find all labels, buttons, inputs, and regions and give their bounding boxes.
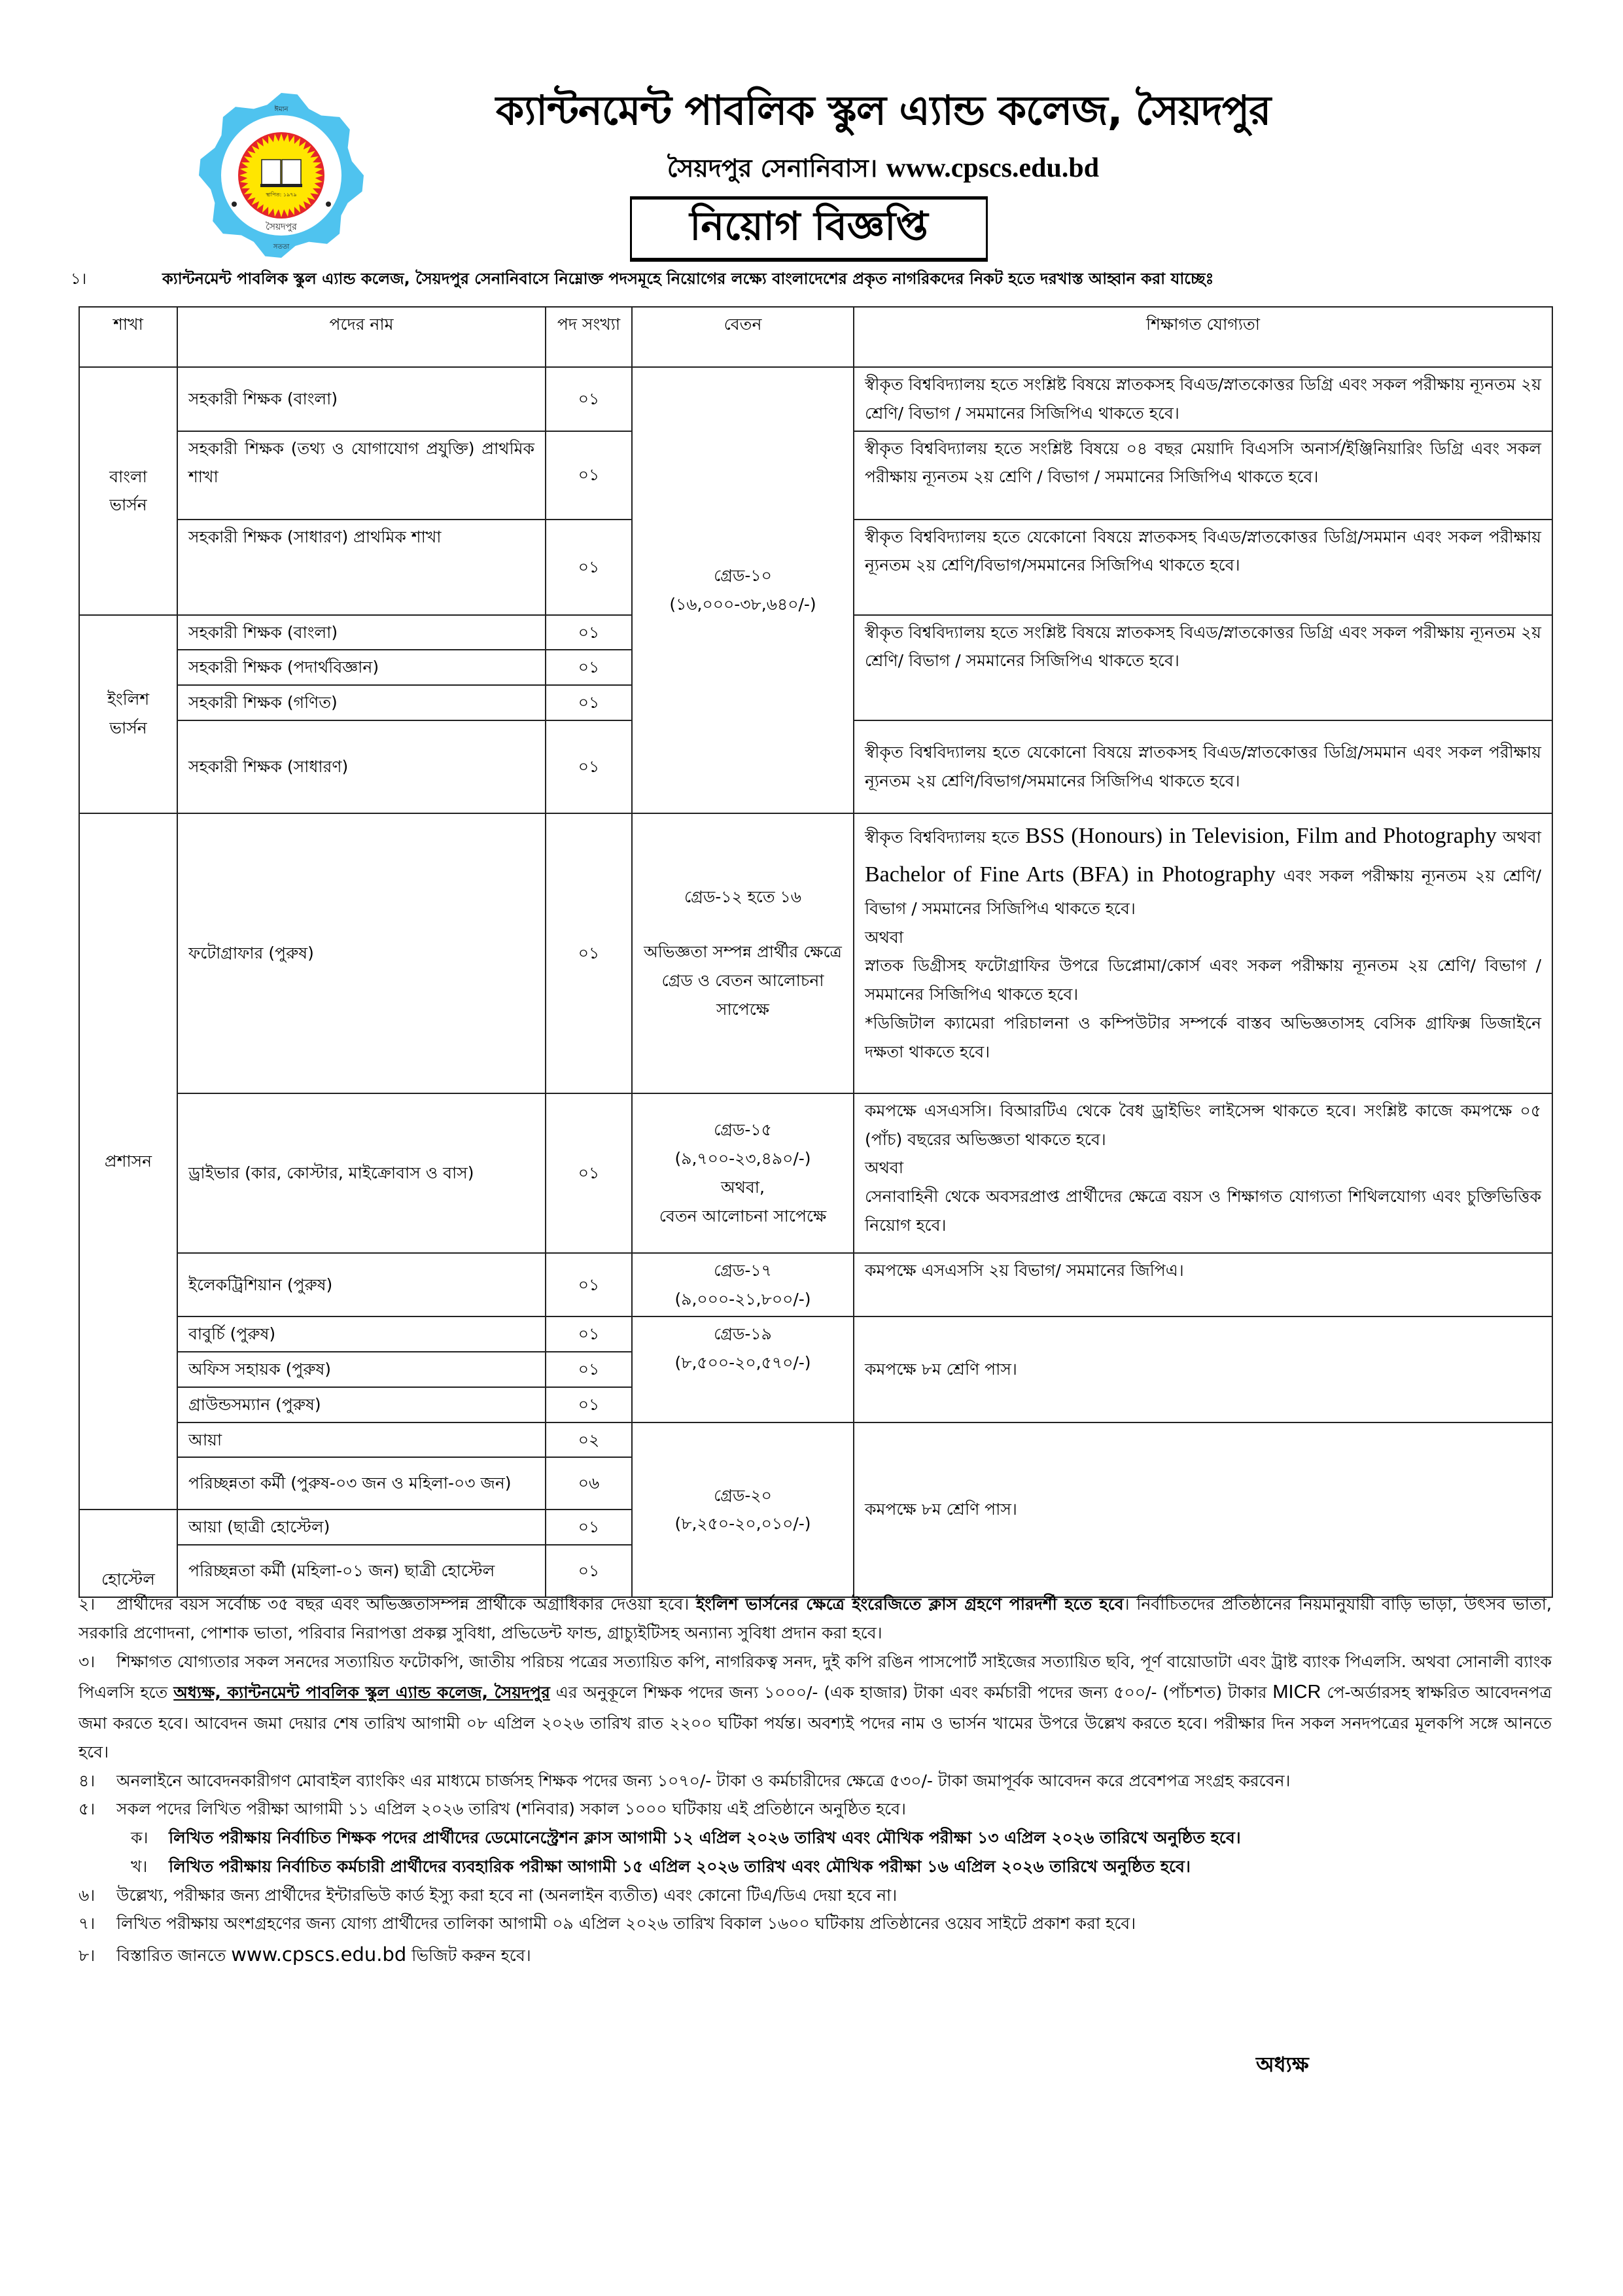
logo-city: সৈয়দপুর [266,222,297,232]
paragraph-5 [79,1795,1552,1824]
post-count: ০৬ [546,1457,632,1510]
para-text: এর অনুকূলে শিক্ষক পদের জন্য ১০০০/- (এক হাজার) টাকা এবং কর্মচারী পদের জন্য ৫০০/- (পাঁচশত) টাকার [555,1683,1267,1703]
para-subnumber: খ। [131,1856,148,1876]
logo-bottom-word: সততা [273,243,290,251]
paragraph-5-kha [79,1852,1552,1881]
post-count: ০১ [546,615,632,650]
post-name: ড্রাইভার (কার, কোস্টার, মাইক্রোবাস ও বাস) [177,1093,546,1253]
col-header-post: পদের নাম [177,307,546,367]
q-text: কমপক্ষে এসএসসি। বিআরটিএ থেকে বৈধ ড্রাইভিং লাইসেন্স থাকতে হবে। সংশ্লিষ্ট কাজে কমপক্ষে ০৫ (পাঁচ) বছরের অভিজ্ঞতা থাকতে হবে। [865,1101,1541,1149]
logo-sun-inner [247,141,315,209]
qualification-photographer [854,813,1552,1093]
q-text: সেনাবাহিনী থেকে অবসরপ্রাপ্ত প্রার্থীদের ক্ষেত্রে বয়স ও শিক্ষাগত যোগ্যতা শিথিলযোগ্য এবং চুক্তিভিত্তিক নিয়োগ হবে। [865,1187,1541,1235]
post-name: পরিচ্ছন্নতা কর্মী (পুরুষ-০৩ জন ও মহিলা-০৩ জন) [177,1457,546,1510]
school-logo [196,92,366,262]
post-name: আয়া (ছাত্রী হোস্টেল) [177,1510,546,1545]
branch-hostel: হোস্টেল [79,1510,177,1597]
institution-name: ক্যান্টনমেন্ট পাবলিক স্কুল এ্যান্ড কলেজ, সৈয়দপুর [495,86,1271,134]
qualification-driver [854,1093,1552,1253]
post-count: ০২ [546,1422,632,1458]
table-row [79,813,1552,1093]
salary-range: (৮,৫০০-২০,৫৭০/-) [674,1353,811,1372]
posts-table [79,306,1553,1598]
para-payee: অধ্যক্ষ, ক্যান্টনমেন্ট পাবলিক স্কুল এ্যান্ড কলেজ, সৈয়দপুর [173,1683,550,1703]
para-text: লিখিত পরীক্ষায় নির্বাচিত শিক্ষক পদের প্রার্থীদের ডেমোনেস্ট্রেশন ক্লাস আগামী ১২ এপ্রিল ২০২৬ তারিখ এবং মৌখিক পরীক্ষা ১৩ এপ্রিল ২০২৬ তারিখে অনুষ্ঠিত হবে। [169,1828,1241,1847]
logo-established: স্থাপিত: ১৯৭৯ [266,192,297,198]
q-text: স্নাতক ডিগ্রীসহ ফটোগ্রাফির উপরে ডিপ্লোমা/কোর্স এবং সকল পরীক্ষায় ন্যূনতম ২য় শ্রেণি/ বিভাগ / সমমানের সিজিপিএ থাকতে হবে। [865,956,1541,1004]
table-row [79,1253,1552,1317]
salary-grade: গ্রেড-১২ হতে ১৬ [684,887,802,907]
paragraph-4 [79,1767,1552,1795]
notice-title: নিয়োগ বিজ্ঞপ্তি [689,203,928,249]
post-name: ইলেকট্রিশিয়ান (পুরুষ) [177,1253,546,1317]
salary-or: অথবা, [721,1177,765,1197]
book-left-page [262,160,281,185]
para-number: ৭। [79,1914,96,1934]
para-text: । নির্বাচিতদের প্রতিষ্ঠানের নিয়মানুযায়ী বাড়ি ভাড়া, উৎসব ভাতা, সরকারি প্রণোদনা, পোশাক ভাতা, পরিবার নিরাপত্তা প্রকল্প সুবিধা, প্রভিডেন্ট ফান্ড, গ্রাচ্যুইটিসহ অন্যান্য সুবিধা প্রদান করা হবে। [79,1595,1552,1642]
post-count: ০১ [546,1387,632,1422]
intro-text: ক্যান্টনমেন্ট পাবলিক স্কুল এ্যান্ড কলেজ, সৈয়দপুর সেনানিবাসে নিম্নোক্ত পদসমূহে নিয়োগের লক্ষ্যে বাংলাদেশের প্রকৃত নাগরিকদের নিকট হতে দরখাস্ত আহ্বান করা যাচ্ছেঃ [162,270,1214,288]
para-micr: MICR [1272,1682,1321,1703]
qualification: স্বীকৃত বিশ্ববিদ্যালয় হতে যেকোনো বিষয়ে স্নাতকসহ বিএড/স্নাতকোত্তর ডিগ্রি/সমমান এবং সকল পরীক্ষায় ন্যূনতম ২য় শ্রেণি/বিভাগ/সমমানের সিজিপিএ থাকতে হবে। [854,720,1552,813]
salary-grade: গ্রেড-১৭ [714,1260,772,1280]
para-number: ৬। [79,1885,96,1905]
table-header-row [79,307,1552,367]
post-count: ০১ [546,720,632,813]
qualification: স্বীকৃত বিশ্ববিদ্যালয় হতে সংশ্লিষ্ট বিষয়ে স্নাতকসহ বিএড/স্নাতকোত্তর ডিগ্রি এবং সকল পরীক্ষায় ন্যূনতম ২য় শ্রেণি/ বিভাগ / সমমানের সিজিপিএ থাকতে হবে। [854,615,1552,720]
col-header-count: পদ সংখ্যা [546,307,632,367]
post-name: পরিচ্ছন্নতা কর্মী (মহিলা-০১ জন) ছাত্রী হোস্টেল [177,1545,546,1597]
post-count: ০১ [546,1316,632,1352]
para-text: লিখিত পরীক্ষায় অংশগ্রহণের জন্য যোগ্য প্রার্থীদের তালিকা আগামী ০৯ এপ্রিল ২০২৬ তারিখ বিকাল ১৬০০ ঘটিকায় প্রতিষ্ঠানের ওয়েব সাইটে প্রকাশ করা হবে। [116,1914,1136,1934]
post-name: বাবুর্চি (পুরুষ) [177,1316,546,1352]
col-header-salary: বেতন [632,307,854,367]
salary-grade20 [632,1422,854,1598]
para-number: ৫। [79,1799,96,1819]
paragraph-5-ka [79,1824,1552,1852]
para-number: ৪। [79,1771,96,1790]
book-right-page [282,160,301,185]
branch-english: ইংলিশ ভার্সন [79,615,177,813]
qualification: স্বীকৃত বিশ্ববিদ্যালয় হতে সংশ্লিষ্ট বিষয়ে ০৪ বছর মেয়াদি বিএসসি অনার্স/ইঞ্জিনিয়ারিং ডিগ্রি এবং সকল পরীক্ষায় ন্যূনতম ২য় শ্রেণি / বিভাগ / সমমানের সিজিপিএ থাকতে হবে। [854,431,1552,520]
salary-grade: গ্রেড-২০ [714,1485,772,1505]
book-base [260,184,302,187]
para-number: ২। [79,1595,96,1614]
paragraph-7 [79,1909,1552,1938]
signature-principal: অধ্যক্ষ [1256,2052,1309,2077]
location: সৈয়দপুর সেনানিবাস। [667,154,878,183]
salary-grade: গ্রেড-১০ [714,566,772,586]
para-text: উল্লেখ্য, পরীক্ষার জন্য প্রার্থীদের ইন্টারভিউ কার্ড ইস্যু করা হবে না (অনলাইন ব্যতীত) এবং কোনো টিএ/ডিএ দেয়া হবে না। [116,1885,898,1905]
table-row [79,367,1552,431]
post-name: অফিস সহায়ক (পুরুষ) [177,1352,546,1387]
q-or-separator: অথবা [865,927,904,947]
post-count: ০১ [546,685,632,720]
paragraph-6 [79,1881,1552,1910]
logo-emblem [196,92,366,262]
table-row [79,1093,1552,1253]
para-text: লিখিত পরীক্ষায় নির্বাচিত কর্মচারী প্রার্থীদের ব্যবহারিক পরীক্ষা আগামী ১৫ এপ্রিল ২০২৬ তারিখ এবং মৌখিক পরীক্ষা ১৬ এপ্রিল ২০২৬ তারিখে অনুষ্ঠিত হবে। [169,1856,1191,1876]
para-number: ৩। [79,1651,96,1671]
para-text: প্রার্থীদের বয়স সর্বোচ্চ ৩৫ বছর এবং অভিজ্ঞতাসম্পন্ন প্রার্থীকে অগ্রাধিকার দেওয়া হবে। [116,1595,689,1614]
col-header-qualification: শিক্ষাগত যোগ্যতা [854,307,1552,367]
salary-grade: গ্রেড-১৫ [714,1120,772,1140]
table-row [79,1316,1552,1352]
para-bold-text: ইংলিশ ভার্সনের ক্ষেত্রে ইংরেজিতে ক্লাস গ্রহণে পারদর্শী হতে হবে [695,1595,1124,1614]
qualification: কমপক্ষে ৮ম শ্রেণি পাস। [854,1316,1552,1422]
salary-grade: গ্রেড-১৯ [714,1324,772,1344]
header-subtitle [536,149,1230,191]
post-name: সহকারী শিক্ষক (পদার্থবিজ্ঞান) [177,650,546,685]
q-text: *ডিজিটাল ক্যামেরা পরিচালনা ও কম্পিউটার সম্পর্কে বাস্তব অভিজ্ঞতাসহ বেসিক গ্রাফিক্স ডিজাইনে দক্ষতা থাকতে হবে। [865,1013,1541,1061]
col-header-branch: শাখা [79,307,177,367]
logo-dot-left [232,202,237,207]
paragraph-2 [79,1590,1552,1648]
notice-paragraphs [79,1590,1552,1971]
post-name: সহকারী শিক্ষক (বাংলা) [177,367,546,431]
post-count: ০১ [546,1253,632,1317]
paragraph-8 [79,1938,1552,1971]
post-count: ০১ [546,1545,632,1597]
post-count: ০১ [546,520,632,615]
salary-photographer [632,813,854,1093]
q-or: অথবা [1502,827,1541,847]
post-count: ০১ [546,431,632,520]
qualification: কমপক্ষে ৮ম শ্রেণি পাস। [854,1422,1552,1598]
salary-grade17 [632,1253,854,1317]
salary-grade15 [632,1093,854,1253]
para-text: বিস্তারিত জানতে [116,1946,226,1965]
q-degree-bss: BSS (Honours) in Television, Film and Photography [1025,823,1497,848]
q-degree-bfa: Bachelor of Fine Arts (BFA) in Photography [865,862,1276,887]
post-name: গ্রাউন্ডসম্যান (পুরুষ) [177,1387,546,1422]
branch-admin: প্রশাসন [79,813,177,1510]
post-name: সহকারী শিক্ষক (বাংলা) [177,615,546,650]
intro-number: ১। [71,270,87,288]
salary-range: (১৬,০০০-৩৮,৬৪০/-) [669,594,816,614]
intro-line [71,267,1575,293]
post-name: সহকারী শিক্ষক (সাধারণ) প্রাথমিক শাখা [177,520,546,615]
branch-bangla: বাংলা ভার্সন [79,367,177,615]
q-text: স্বীকৃত বিশ্ববিদ্যালয় হতে [865,827,1020,847]
para-text: অনলাইনে আবেদনকারীগণ মোবাইল ব্যাংকিং এর মাধ্যমে চার্জসহ শিক্ষক পদের জন্য ১০৭০/- টাকা ও কর্মচারীদের ক্ষেত্রে ৫৩০/- টাকা জমাপূর্বক আবেদন করে প্রবেশপত্র সংগ্রহ করবেন। [116,1771,1291,1790]
qualification: স্বীকৃত বিশ্ববিদ্যালয় হতে সংশ্লিষ্ট বিষয়ে স্নাতকসহ বিএড/স্নাতকোত্তর ডিগ্রি এবং সকল পরীক্ষায় ন্যূনতম ২য় শ্রেণি/ বিভাগ / সমমানের সিজিপিএ থাকতে হবে। [854,367,1552,431]
salary-range: (৯,৭০০-২৩,৪৯০/-) [674,1149,811,1168]
post-count: ০১ [546,1510,632,1545]
para-text: পে-অর্ডারসহ স্বাক্ষরিত আবেদনপত্র জমা করতে হবে। আবেদন জমা দেয়ার শেষ তারিখ আগামী ০৮ এপ্রিল ২০২৬ তারিখ রাত ২২০০ ঘটিকা পর্যন্ত। অবশ্যই পদের নাম ও ভার্সন খামের উপরে উল্লেখ করতে হবে। পরীক্ষার দিন সকল সনদপত্রের মূলকপি সঙ্গে আনতে হবে। [79,1683,1552,1761]
table-row [79,1422,1552,1458]
paragraph-3 [79,1648,1552,1767]
salary-grade19 [632,1316,854,1422]
salary-note: বেতন আলোচনা সাপেক্ষে [659,1206,827,1226]
qualification: কমপক্ষে এসএসসি ২য় বিভাগ/ সমমানের জিপিএ। [854,1253,1552,1317]
website-link[interactable]: www.cpscs.edu.bd [886,153,1100,183]
salary-range: (৯,০০০-২১,৮০০/-) [674,1289,811,1309]
post-name: আয়া [177,1422,546,1458]
para-subnumber: ক। [131,1828,148,1847]
q-text: এবং সকল পরীক্ষায় ন্যূনতম ২য় শ্রেণি/ বিভাগ / সমমানের সিজিপিএ থাকতে হবে। [865,866,1541,918]
post-name: সহকারী শিক্ষক (সাধারণ) [177,720,546,813]
post-count: ০১ [546,367,632,431]
post-count: ০১ [546,1352,632,1387]
website-link[interactable]: www.cpscs.edu.bd [231,1943,407,1966]
post-name: ফটোগ্রাফার (পুরুষ) [177,813,546,1093]
salary-grade10 [632,367,854,813]
post-name: সহকারী শিক্ষক (গণিত) [177,685,546,720]
logo-top-word: ঈমান [274,106,288,113]
logo-dot-right [326,202,331,207]
salary-range: (৮,২৫০-২০,০১০/-) [674,1514,811,1534]
para-text: সকল পদের লিখিত পরীক্ষা আগামী ১১ এপ্রিল ২০২৬ তারিখ (শনিবার) সকাল ১০০০ ঘটিকায় এই প্রতিষ্ঠানে অনুষ্ঠিত হবে। [116,1799,906,1819]
q-or-separator: অথবা [865,1158,904,1178]
post-count: ০১ [546,650,632,685]
qualification: স্বীকৃত বিশ্ববিদ্যালয় হতে যেকোনো বিষয়ে স্নাতকসহ বিএড/স্নাতকোত্তর ডিগ্রি/সমমান এবং সকল পরীক্ষায় ন্যূনতম ২য় শ্রেণি/বিভাগ/সমমানের সিজিপিএ থাকতে হবে। [854,520,1552,615]
para-number: ৮। [79,1946,96,1965]
para-text: শিক্ষাগত যোগ্যতার সকল সনদের সত্যায়িত ফটোকপি, জাতীয় পরিচয় পত্রের সত্যায়িত কপি, নাগরিকত্ব সনদ, দুই কপি রঙিন পাসপোর্ট সাইজের সত্যায়িত ছবি, পূর্ণ বায়োডাটা এবং ট্রাষ্ট ব্যাংক পিএলসি. অথবা সোনালী ব্যাংক পিএলসি হতে [79,1651,1552,1703]
post-name: সহকারী শিক্ষক (তথ্য ও যোগাযোগ প্রযুক্তি) প্রাথমিক শাখা [177,431,546,520]
notice-title-box [630,196,988,262]
post-count: ০১ [546,1093,632,1253]
post-count: ০১ [546,813,632,1093]
para-text: ভিজিট করুন হবে। [411,1946,531,1965]
salary-note: অভিজ্ঞতা সম্পন্ন প্রার্থীর ক্ষেত্রে গ্রেড ও বেতন আলোচনা সাপেক্ষে [644,942,842,1019]
